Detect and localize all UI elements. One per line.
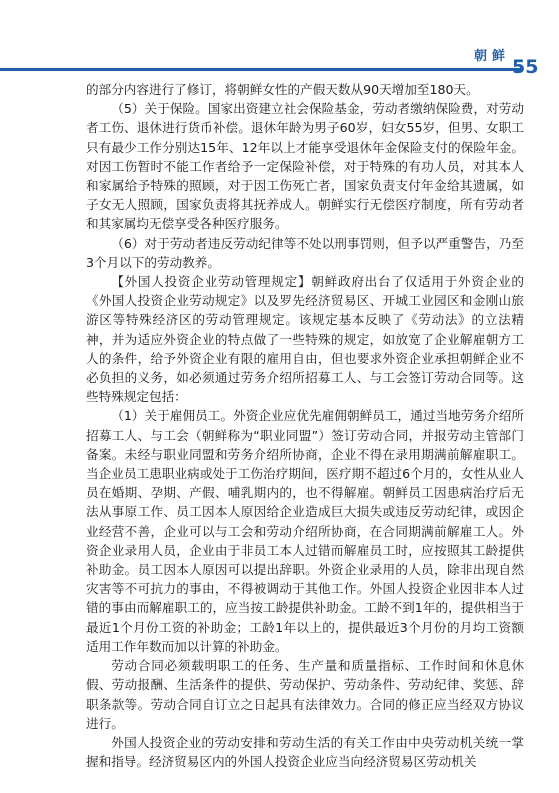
header-rule — [0, 68, 522, 71]
paragraph: （5）关于保险。国家出资建立社会保险基金，劳动者缴纳保险费，对劳动者工伤、退休进行货币补偿。退休年龄为男子60岁，妇女55岁，但男、女职工只有最少工作分别达15年、12年以上才能享受退休年金保险支付的保险年金。对因工伤暂时不能工作者给予一定保险补偿，对于特殊的有功人员，对其本人和家属给予特殊的照顾，对于因工伤死亡者，国家负责支付年金给其遗属，如子女无人照顾，国家负责将其抚养成人。朝鲜实行无偿医疗制度，所有劳动者和其家属均无偿享受各种医疗服务。 — [86, 101, 524, 232]
page-number: 55 — [512, 56, 539, 78]
paragraph: 的部分内容进行了修订，将朝鲜女性的产假天数从90天增加至180天。 — [86, 82, 479, 97]
body-text — [86, 80, 524, 771]
running-header-title: 朝鲜 — [474, 49, 511, 64]
paragraph: 劳动合同必须载明职工的任务、生产量和质量指标、工作时间和休息休假、劳动报酬、生活条件的提供、劳动保护、劳动条件、劳动纪律、奖惩、辞职条款等。劳动合同自订立之日起具有法律效力。合同的修正应当经双方协议进行。 — [86, 658, 524, 731]
paragraph: 外国人投资企业的劳动安排和劳动生活的有关工作由中央劳动机关统一掌握和指导。经济贸易区内的外国人投资企业应当向经济贸易区劳动机关 — [86, 734, 524, 770]
paragraph: （6）对于劳动者违反劳动纪律等不处以刑事罚则，但予以严重警告，乃至3个月以下的劳动教养。 — [86, 235, 524, 270]
paragraph: （1）关于雇佣员工。外资企业应优先雇佣朝鲜员工，通过当地劳务介绍所招募工人、与工会（朝鲜称为“职业同盟”）签订劳动合同，并报劳动主管部门备案。未经与职业同盟和劳务介绍所协商，企业不得在录用期满前解雇职工。当企业员工患职业病或处于工伤治疗期间，医疗期不超过6个月的，女性从业人员在婚期、孕期、产假、哺乳期内的，也不得解雇。朝鲜员工因患病治疗后无法从事原工作、员工因本人原因给企业造成巨大损失或违反劳动纪律，或因企业经营不善，企业可以与工会和劳动介绍所协商，在合同期满前解雇工人。外资企业录用人员，企业由于非员工本人过错而解雇员工时，应按照其工龄提供补助金。员工因本人原因可以提出辞职。外资企业录用的人员，除非出现自然灾害等不可抗力的事由，不得被调动于其他工作。外国人投资企业因非本人过错的事由而解雇职工的，应当按工龄提供补助金。工龄不到1年的，提供相当于最近1个月份工资的补助金；工龄1年以上的，提供最近3个月份的月均工资额适用工作年数而加以计算的补助金。 — [86, 408, 524, 654]
paragraph: 【外国人投资企业劳动管理规定】朝鲜政府出台了仅适用于外资企业的《外国人投资企业劳动规定》以及罗先经济贸易区、开城工业园区和金刚山旅游区等特殊经济区的劳动管理规定。该规定基本反映了《劳动法》的立法精神，并为适应外资企业的特点做了一些特殊的规定，如放宽了企业解雇朝方工人的条件，给予外资企业有限的雇用自由，但也要求外资企业承担朝鲜企业不必负担的义务，如必须通过劳务介绍所招募工人、与工会签订劳动合同等。这些特殊规定包括： — [86, 274, 524, 405]
